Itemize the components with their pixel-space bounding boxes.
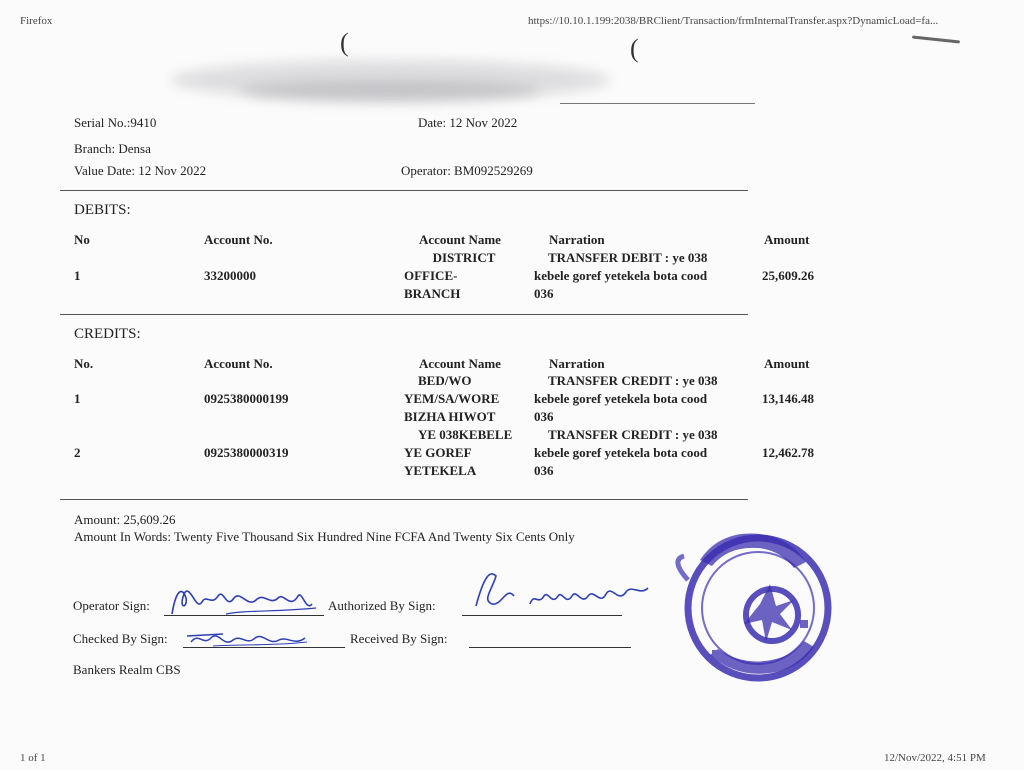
amount-in-words: Amount In Words: Twenty Five Thousand Six Hundred Nine FCFA And Twenty Six Cents Only bbox=[74, 529, 575, 544]
authorized-sign-label: Authorized By Sign: bbox=[328, 598, 436, 613]
printed-datetime: 12/Nov/2022, 4:51 PM bbox=[884, 752, 986, 764]
row-no: 1 bbox=[74, 268, 81, 283]
browser-app-name: Firefox bbox=[20, 15, 53, 27]
name-line: DISTRICT bbox=[432, 250, 496, 265]
name-line: YE 038KEBELE bbox=[418, 427, 513, 442]
credits-col-amount: Amount bbox=[764, 356, 810, 371]
credits-col-account-name: Account Name bbox=[419, 356, 501, 371]
operator-sign-label: Operator Sign: bbox=[73, 598, 150, 613]
checked-sign-label: Checked By Sign: bbox=[73, 631, 168, 646]
received-sign-line bbox=[469, 647, 631, 648]
narration-line: kebele goref yetekela bota cood bbox=[534, 268, 708, 283]
row-narration bbox=[534, 372, 718, 426]
value-date: Value Date: 12 Nov 2022 bbox=[74, 163, 207, 178]
credits-title: CREDITS: bbox=[74, 326, 141, 342]
narration-line: TRANSFER CREDIT : ye 038 bbox=[548, 373, 718, 388]
row-amount: 12,462.78 bbox=[762, 445, 814, 460]
narration-line: 036 bbox=[534, 463, 554, 478]
row-no: 2 bbox=[74, 445, 81, 460]
row-amount: 25,609.26 bbox=[762, 268, 814, 283]
operator-signature bbox=[166, 584, 326, 620]
received-sign-label: Received By Sign: bbox=[350, 631, 448, 646]
name-line: YETEKELA bbox=[404, 463, 477, 478]
browser-url: https://10.10.1.199:2038/BRClient/Transaction/frmInternalTransfer.aspx?DynamicLoad=fa... bbox=[528, 15, 939, 27]
narration-line: TRANSFER DEBIT : ye 038 bbox=[548, 250, 708, 265]
name-line: BRANCH bbox=[404, 286, 461, 301]
row-narration bbox=[534, 426, 718, 480]
debits-col-amount: Amount bbox=[764, 232, 810, 247]
name-line: OFFICE- bbox=[404, 268, 458, 283]
row-account-name bbox=[404, 249, 524, 303]
debits-col-account-no: Account No. bbox=[204, 232, 273, 247]
narration-line: kebele goref yetekela bota cood bbox=[534, 391, 708, 406]
divider bbox=[60, 314, 748, 315]
checked-signature bbox=[183, 626, 313, 652]
name-line: BED/WO bbox=[418, 373, 472, 388]
scan-mark: ( bbox=[340, 28, 349, 57]
debits-col-account-name: Account Name bbox=[419, 232, 501, 247]
authorized-signature bbox=[462, 566, 662, 618]
debits-title: DEBITS: bbox=[74, 202, 131, 218]
scan-smear bbox=[240, 80, 540, 102]
debits-col-narration: Narration bbox=[549, 232, 605, 247]
top-rule bbox=[560, 103, 755, 104]
summary-amount: Amount: 25,609.26 bbox=[74, 512, 176, 527]
narration-line: 036 bbox=[534, 286, 554, 301]
row-account-no: 33200000 bbox=[204, 268, 256, 283]
credits-col-narration: Narration bbox=[549, 356, 605, 371]
narration-line: TRANSFER CREDIT : ye 038 bbox=[548, 427, 718, 442]
divider bbox=[60, 190, 748, 191]
divider bbox=[60, 499, 748, 500]
narration-line: 036 bbox=[534, 409, 554, 424]
row-account-no: 0925380000319 bbox=[204, 445, 289, 460]
page-count: 1 of 1 bbox=[20, 752, 46, 764]
serial-number: Serial No.:9410 bbox=[74, 115, 157, 130]
row-account-no: 0925380000199 bbox=[204, 391, 289, 406]
name-line: YE GOREF bbox=[404, 445, 472, 460]
scan-streak bbox=[912, 35, 960, 43]
official-stamp bbox=[660, 520, 835, 690]
name-line: BIZHA HIWOT bbox=[404, 409, 496, 424]
name-line: YEM/SA/WORE bbox=[404, 391, 500, 406]
row-amount: 13,146.48 bbox=[762, 391, 814, 406]
operator: Operator: BM092529269 bbox=[401, 163, 533, 178]
credits-col-no: No. bbox=[74, 356, 94, 371]
scan-mark: ( bbox=[630, 34, 639, 63]
row-account-name bbox=[404, 372, 524, 426]
credits-col-account-no: Account No. bbox=[204, 356, 273, 371]
row-narration bbox=[534, 249, 707, 303]
branch: Branch: Densa bbox=[74, 141, 151, 156]
row-no: 1 bbox=[74, 391, 81, 406]
transaction-date: Date: 12 Nov 2022 bbox=[418, 115, 518, 130]
debits-col-no: No bbox=[74, 232, 90, 247]
narration-line: kebele goref yetekela bota cood bbox=[534, 445, 708, 460]
row-account-name bbox=[404, 426, 534, 480]
system-name: Bankers Realm CBS bbox=[73, 662, 181, 677]
